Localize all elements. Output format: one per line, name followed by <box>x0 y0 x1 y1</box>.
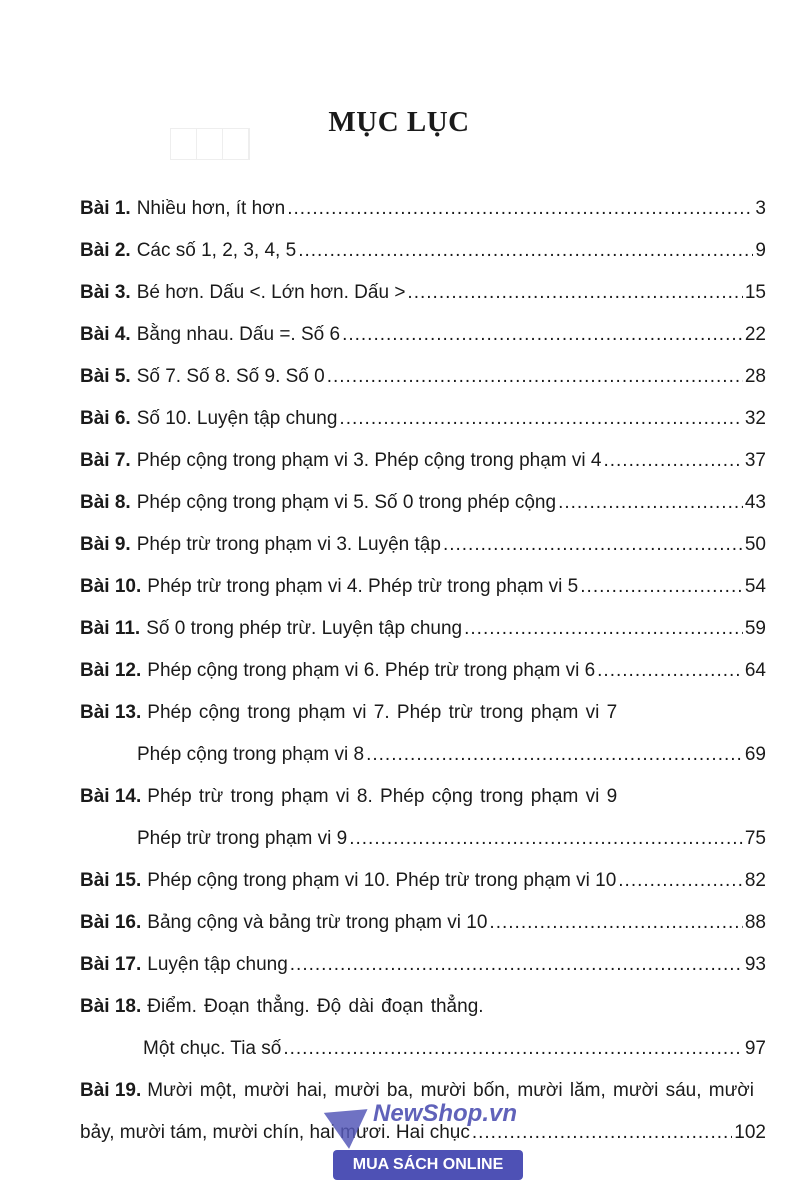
toc-entry-line[interactable] <box>80 902 766 944</box>
toc-entry-line[interactable] <box>80 734 766 776</box>
page-number: 59 <box>744 618 766 639</box>
toc-entry-line[interactable] <box>80 314 766 356</box>
newshop-watermark[interactable] <box>333 1098 523 1178</box>
toc-entry-line[interactable] <box>80 986 766 1028</box>
dot-leader <box>603 440 742 482</box>
page-number: 102 <box>734 1122 766 1143</box>
lesson-title: Số 10. Luyện tập chung <box>136 408 338 429</box>
arrow-logo-icon <box>324 1091 380 1149</box>
page-number: 54 <box>744 576 766 597</box>
lesson-title: Các số 1, 2, 3, 4, 5 <box>136 240 297 261</box>
lesson-title: Bé hơn. Dấu <. Lớn hơn. Dấu > <box>136 282 406 303</box>
dot-leader <box>443 524 743 566</box>
lesson-number: Bài 8. <box>80 492 131 513</box>
toc-entry-line[interactable] <box>80 818 766 860</box>
page-number: 43 <box>744 492 766 513</box>
lesson-number: Bài 10. <box>80 576 142 597</box>
lesson-number: Bài 13. <box>80 702 142 723</box>
lesson-title: Phép cộng trong phạm vi 7. Phép trừ trong phạm vi 7 <box>147 702 618 723</box>
page-number: 22 <box>744 324 766 345</box>
toc-entry-line[interactable] <box>80 1028 766 1070</box>
dot-leader <box>287 188 753 230</box>
table-of-contents <box>80 188 766 1154</box>
lesson-number: Bài 12. <box>80 660 142 681</box>
toc-entry-line[interactable] <box>80 860 766 902</box>
lesson-number: Bài 4. <box>80 324 131 345</box>
brand-name: NewShop.vn <box>373 1100 518 1127</box>
lesson-number: Bài 11. <box>80 618 141 639</box>
lesson-number: Bài 19. <box>80 1080 142 1101</box>
toc-entry-line[interactable] <box>80 524 766 566</box>
lesson-title: bảy, mười tám, mười chín, hai mươi. Hai chục <box>80 1122 470 1143</box>
lesson-number: Bài 14. <box>80 786 142 807</box>
toc-entry-line[interactable] <box>80 692 766 734</box>
dot-leader <box>489 902 742 944</box>
lesson-title: Bằng nhau. Dấu =. Số 6 <box>136 324 341 345</box>
dot-leader <box>327 356 743 398</box>
toc-entry-line[interactable] <box>80 482 766 524</box>
lesson-title: Một chục. Tia số <box>143 1038 282 1059</box>
lesson-title: Phép trừ trong phạm vi 8. Phép cộng trong phạm vi 9 <box>147 786 618 807</box>
page-number: 28 <box>744 366 766 387</box>
dot-leader <box>298 230 753 272</box>
page-number: 82 <box>744 870 766 891</box>
lesson-title: Điểm. Đoạn thẳng. Độ dài đoạn thẳng. <box>147 996 484 1017</box>
dot-leader <box>349 818 743 860</box>
lesson-title: Bảng cộng và bảng trừ trong phạm vi 10 <box>147 912 488 933</box>
page-number: 50 <box>744 534 766 555</box>
page-number: 97 <box>744 1038 766 1059</box>
toc-entry-line[interactable] <box>80 650 766 692</box>
dot-leader <box>597 650 743 692</box>
dot-leader <box>290 944 743 986</box>
dot-leader <box>580 566 743 608</box>
lesson-number: Bài 18. <box>80 996 142 1017</box>
page-number: 93 <box>744 954 766 975</box>
toc-entry-line[interactable] <box>80 440 766 482</box>
page-number: 15 <box>744 282 766 303</box>
lesson-title: Mười một, mười hai, mười ba, mười bốn, mười lăm, mười sáu, mười <box>147 1080 754 1101</box>
buy-online-button[interactable]: MUA SÁCH ONLINE <box>333 1150 523 1180</box>
lesson-title: Số 7. Số 8. Số 9. Số 0 <box>136 366 325 387</box>
toc-entry-line[interactable] <box>80 398 766 440</box>
lesson-title: Số 0 trong phép trừ. Luyện tập chung <box>146 618 463 639</box>
dot-leader <box>366 734 743 776</box>
dot-leader <box>407 272 742 314</box>
dot-leader <box>618 860 743 902</box>
page-number: 88 <box>744 912 766 933</box>
lesson-title: Phép trừ trong phạm vi 9 <box>137 828 348 849</box>
page-number: 69 <box>744 744 766 765</box>
dot-leader <box>558 482 743 524</box>
dot-leader <box>283 1028 743 1070</box>
dot-leader <box>342 314 743 356</box>
lesson-title: Phép cộng trong phạm vi 6. Phép trừ trong phạm vi 6 <box>147 660 596 681</box>
lesson-title: Phép cộng trong phạm vi 3. Phép cộng trong phạm vi 4 <box>136 450 602 471</box>
page-number: 37 <box>744 450 766 471</box>
toc-entry-line[interactable] <box>80 944 766 986</box>
toc-entry-line[interactable] <box>80 356 766 398</box>
lesson-title: Phép trừ trong phạm vi 3. Luyện tập <box>136 534 441 555</box>
page-title: MỤC LỤC <box>328 106 470 138</box>
toc-entry-line[interactable] <box>80 230 766 272</box>
lesson-number: Bài 16. <box>80 912 142 933</box>
lesson-number: Bài 3. <box>80 282 131 303</box>
dot-leader <box>339 398 742 440</box>
toc-entry-line[interactable] <box>80 188 766 230</box>
lesson-number: Bài 6. <box>80 408 131 429</box>
dot-leader <box>464 608 743 650</box>
lesson-number: Bài 5. <box>80 366 131 387</box>
lesson-number: Bài 17. <box>80 954 142 975</box>
lesson-title: Phép cộng trong phạm vi 10. Phép trừ trong phạm vi 10 <box>147 870 617 891</box>
page-number: 64 <box>744 660 766 681</box>
page-number: 3 <box>755 198 766 219</box>
toc-entry-line[interactable] <box>80 776 766 818</box>
lesson-title: Nhiều hơn, ít hơn <box>136 198 286 219</box>
toc-entry-line[interactable] <box>80 272 766 314</box>
lesson-title: Phép trừ trong phạm vi 4. Phép trừ trong phạm vi 5 <box>147 576 579 597</box>
lesson-number: Bài 2. <box>80 240 131 261</box>
page-number: 75 <box>744 828 766 849</box>
lesson-title: Phép cộng trong phạm vi 8 <box>137 744 365 765</box>
toc-entry-line[interactable] <box>80 566 766 608</box>
toc-entry-line[interactable] <box>80 608 766 650</box>
lesson-title: Phép cộng trong phạm vi 5. Số 0 trong phép cộng <box>136 492 557 513</box>
lesson-number: Bài 7. <box>80 450 131 471</box>
lesson-number: Bài 15. <box>80 870 142 891</box>
lesson-number: Bài 9. <box>80 534 131 555</box>
page-number: 9 <box>755 240 766 261</box>
lesson-number: Bài 1. <box>80 198 131 219</box>
page-number: 32 <box>744 408 766 429</box>
lesson-title: Luyện tập chung <box>147 954 288 975</box>
